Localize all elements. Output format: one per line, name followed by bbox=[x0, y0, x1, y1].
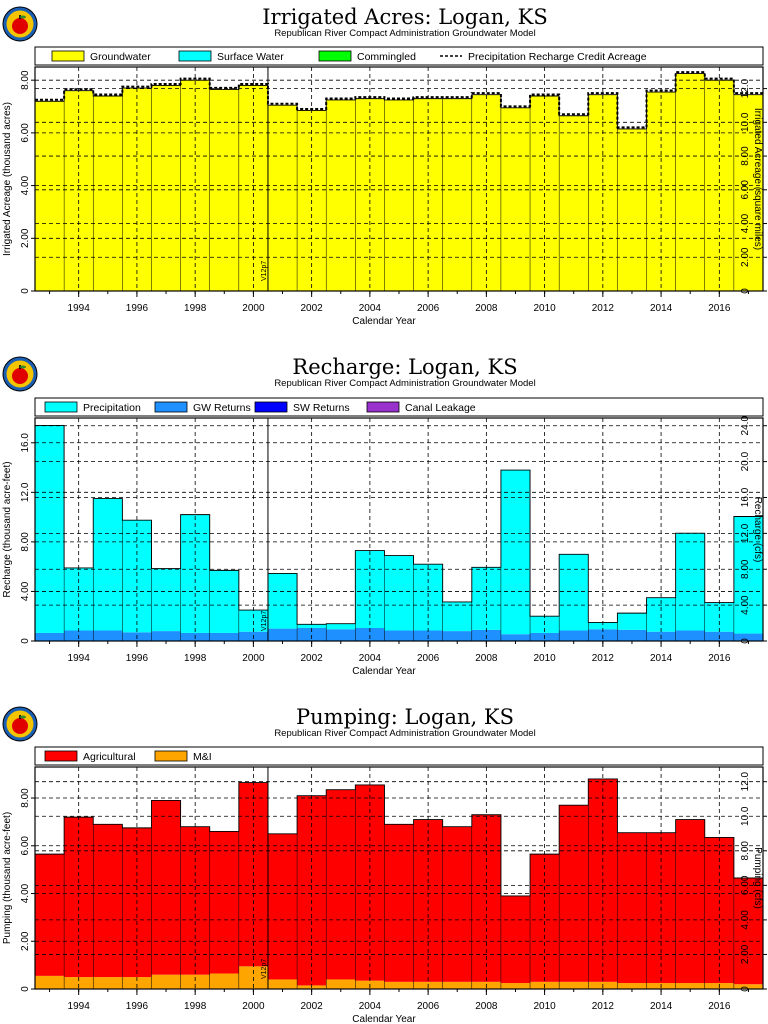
legend-label: Commingled bbox=[357, 51, 416, 63]
xtick-label: 1994 bbox=[67, 1001, 90, 1012]
ytick-label: 4.00 bbox=[20, 581, 31, 602]
bar-precipitation-2015 bbox=[676, 533, 705, 630]
xtick-label: 2006 bbox=[416, 653, 440, 664]
xtick-label: 2012 bbox=[591, 653, 614, 664]
xtick-label: 2004 bbox=[358, 653, 382, 664]
legend-label: Precipitation bbox=[83, 402, 141, 414]
xtick-label: 2002 bbox=[300, 1001, 323, 1012]
bar-groundwater-1995 bbox=[93, 96, 122, 291]
chart-subtitle: Republican River Compact Administration Groundwater Model bbox=[274, 728, 536, 739]
chart-title: Pumping: Logan, KS bbox=[296, 705, 514, 729]
ytick-right-label: 6.00 bbox=[740, 180, 751, 200]
ytick-right-label: 4.00 bbox=[740, 910, 751, 930]
bar-precipitation-2007 bbox=[443, 602, 472, 631]
ytick-label: 0 bbox=[20, 638, 31, 644]
bar-groundwater-1993 bbox=[35, 101, 64, 291]
ytick-label: 6.00 bbox=[20, 836, 31, 856]
x-axis-title: Calendar Year bbox=[352, 1014, 416, 1024]
ytick-right-label: 2.00 bbox=[740, 944, 751, 965]
xtick-label: 2008 bbox=[475, 303, 498, 314]
legend-box bbox=[35, 747, 763, 765]
xtick-label: 2006 bbox=[416, 303, 440, 314]
chart-title: Recharge: Logan, KS bbox=[292, 355, 518, 379]
x-axis-title: Calendar Year bbox=[352, 316, 416, 327]
bar-precipitation-1993 bbox=[35, 425, 64, 633]
bar-mi-2009 bbox=[501, 983, 530, 989]
xtick-label: 2004 bbox=[358, 1001, 382, 1012]
xtick-label: 1996 bbox=[125, 303, 149, 314]
ytick-label: 12.0 bbox=[20, 482, 31, 503]
bar-precipitation-1995 bbox=[93, 499, 122, 631]
ytick-label: 4.00 bbox=[20, 883, 31, 904]
ytick-label: 6.00 bbox=[20, 123, 31, 143]
bar-agricultural-2001 bbox=[268, 834, 297, 980]
bar-precipitation-2008 bbox=[472, 567, 501, 630]
bar-gw_returns-2003 bbox=[326, 629, 355, 641]
ytick-right-label: 12.0 bbox=[740, 771, 751, 792]
bar-gw_returns-2005 bbox=[384, 630, 413, 641]
xtick-label: 2010 bbox=[533, 303, 556, 314]
bar-groundwater-2005 bbox=[384, 100, 413, 291]
xtick-label: 1998 bbox=[184, 303, 207, 314]
xtick-label: 2006 bbox=[416, 1001, 440, 1012]
legend-label: Agricultural bbox=[83, 751, 136, 763]
y-axis-title: Pumping (thousand acre-feet) bbox=[2, 811, 13, 945]
ytick-right-label: 24.0 bbox=[740, 415, 751, 436]
bar-gw_returns-2001 bbox=[268, 629, 297, 641]
bar-agricultural-2003 bbox=[326, 790, 355, 980]
y-axis-title-right: Recharge (cfs) bbox=[752, 496, 763, 563]
legend-swatch bbox=[367, 402, 399, 412]
xtick-label: 2010 bbox=[533, 653, 556, 664]
bar-groundwater-2013 bbox=[617, 129, 646, 291]
xtick-label: 2016 bbox=[708, 303, 731, 314]
version-marker-label: V12p7 bbox=[260, 260, 268, 281]
bar-gw_returns-1997 bbox=[151, 631, 180, 641]
legend-label: GW Returns bbox=[193, 402, 251, 414]
legend-label: Canal Leakage bbox=[405, 402, 476, 414]
bar-precipitation-1997 bbox=[151, 569, 180, 632]
ytick-label: 8.00 bbox=[20, 70, 31, 90]
bar-precipitation-2005 bbox=[384, 556, 413, 631]
bar-agricultural-2005 bbox=[384, 824, 413, 982]
bar-precipitation-2013 bbox=[617, 613, 646, 630]
ytick-right-label: 16.0 bbox=[740, 487, 751, 508]
bar-mi-2001 bbox=[268, 979, 297, 989]
legend-swatch bbox=[319, 51, 351, 61]
ytick-label: 0 bbox=[20, 986, 31, 992]
xtick-label: 2002 bbox=[300, 303, 323, 314]
version-marker-label: V12p7 bbox=[260, 610, 268, 631]
ytick-right-label: 12.0 bbox=[740, 78, 751, 99]
x-axis-title: Calendar Year bbox=[352, 666, 416, 677]
version-marker-label: V12p7 bbox=[260, 958, 268, 979]
ytick-label: 8.00 bbox=[20, 532, 31, 552]
xtick-label: 1994 bbox=[67, 303, 90, 314]
ytick-label: 16.0 bbox=[20, 433, 31, 453]
xtick-label: 2008 bbox=[475, 653, 498, 664]
ytick-right-label: 20.0 bbox=[740, 451, 751, 472]
bar-groundwater-2003 bbox=[326, 100, 355, 291]
bar-mi-2003 bbox=[326, 979, 355, 989]
ytick-right-label: 0 bbox=[740, 288, 751, 294]
bar-groundwater-1999 bbox=[210, 89, 239, 291]
bar-mi-2007 bbox=[443, 982, 472, 989]
y-axis-title: Irrigated Acreage (thousand acres) bbox=[2, 102, 13, 256]
chart-subtitle: Republican River Compact Administration Groundwater Model bbox=[274, 28, 536, 39]
xtick-label: 2016 bbox=[708, 1001, 731, 1012]
xtick-label: 1994 bbox=[67, 653, 90, 664]
ytick-right-label: 4.00 bbox=[740, 213, 751, 234]
xtick-label: 2010 bbox=[533, 1001, 556, 1012]
bar-agricultural-2015 bbox=[676, 820, 705, 984]
bar-mi-1993 bbox=[35, 976, 64, 989]
apple-leaf-icon bbox=[20, 366, 26, 369]
y-axis-title-right: Pumping (cfs) bbox=[752, 847, 763, 909]
bar-gw_returns-1993 bbox=[35, 633, 64, 641]
bar-gw_returns-2009 bbox=[501, 634, 530, 641]
legend-label: SW Returns bbox=[293, 402, 350, 414]
bar-gw_returns-1999 bbox=[210, 633, 239, 641]
chart-title: Irrigated Acres: Logan, KS bbox=[262, 5, 548, 29]
bar-groundwater-1994 bbox=[64, 91, 93, 291]
legend-label: Precipitation Recharge Credit Acreage bbox=[468, 51, 647, 63]
legend-label: Groundwater bbox=[90, 51, 151, 63]
apple-leaf-icon bbox=[20, 716, 26, 719]
xtick-label: 2000 bbox=[242, 1001, 265, 1012]
xtick-label: 2008 bbox=[475, 1001, 498, 1012]
bar-gw_returns-1995 bbox=[93, 630, 122, 641]
bar-mi-1997 bbox=[151, 975, 180, 989]
apple-icon bbox=[12, 18, 28, 34]
bar-groundwater-2007 bbox=[443, 99, 472, 291]
chart-panel-1 bbox=[2, 5, 767, 327]
xtick-label: 2000 bbox=[242, 303, 265, 314]
bar-groundwater-2014 bbox=[647, 92, 676, 291]
bar-precipitation-1999 bbox=[210, 570, 239, 633]
ytick-label: 8.00 bbox=[20, 788, 31, 808]
xtick-label: 2014 bbox=[649, 653, 673, 664]
xtick-label: 2012 bbox=[591, 303, 614, 314]
bar-agricultural-2009 bbox=[501, 896, 530, 983]
xtick-label: 2014 bbox=[649, 303, 673, 314]
legend-swatch bbox=[45, 751, 77, 761]
ytick-right-label: 12.0 bbox=[740, 523, 751, 544]
apple-icon bbox=[12, 368, 28, 384]
legend-swatch bbox=[45, 402, 77, 412]
bar-gw_returns-2013 bbox=[617, 630, 646, 641]
bar-gw_returns-2015 bbox=[676, 630, 705, 641]
chart-panel-2 bbox=[2, 355, 767, 677]
bar-mi-2013 bbox=[617, 983, 646, 989]
bar-agricultural-1993 bbox=[35, 854, 64, 976]
ytick-right-label: 8.00 bbox=[740, 146, 751, 166]
ytick-right-label: 8.00 bbox=[740, 841, 751, 861]
bar-gw_returns-2011 bbox=[559, 630, 588, 641]
ytick-label: 2.00 bbox=[20, 228, 31, 249]
legend-swatch bbox=[155, 751, 187, 761]
legend-swatch bbox=[155, 402, 187, 412]
ytick-right-label: 0 bbox=[740, 986, 751, 992]
bar-groundwater-2009 bbox=[501, 108, 530, 291]
apple-icon bbox=[12, 718, 28, 734]
xtick-label: 2016 bbox=[708, 653, 731, 664]
bar-precipitation-2001 bbox=[268, 573, 297, 628]
ytick-right-label: 8.00 bbox=[740, 559, 751, 579]
legend-swatch bbox=[52, 51, 84, 61]
bar-groundwater-1997 bbox=[151, 85, 180, 291]
xtick-label: 2000 bbox=[242, 653, 265, 664]
xtick-label: 2002 bbox=[300, 653, 323, 664]
bar-agricultural-2007 bbox=[443, 827, 472, 982]
ytick-right-label: 2.00 bbox=[740, 247, 751, 267]
bar-groundwater-2011 bbox=[559, 116, 588, 291]
bar-groundwater-2015 bbox=[676, 74, 705, 291]
bar-mi-2005 bbox=[384, 982, 413, 989]
legend-label: M&I bbox=[193, 751, 212, 763]
ytick-right-label: 6.00 bbox=[740, 875, 751, 896]
chart-subtitle: Republican River Compact Administration Groundwater Model bbox=[274, 378, 536, 389]
xtick-label: 1996 bbox=[125, 1001, 149, 1012]
xtick-label: 2014 bbox=[649, 1001, 673, 1012]
ytick-right-label: 0 bbox=[740, 638, 751, 644]
legend-swatch bbox=[255, 402, 287, 412]
bar-precipitation-2003 bbox=[326, 624, 355, 630]
bar-agricultural-2013 bbox=[617, 833, 646, 983]
xtick-label: 1998 bbox=[184, 653, 207, 664]
ytick-right-label: 10.0 bbox=[740, 112, 751, 133]
legend-label: Surface Water bbox=[217, 51, 284, 63]
bar-agricultural-1994 bbox=[64, 817, 93, 977]
xtick-label: 1996 bbox=[125, 653, 149, 664]
bar-agricultural-1999 bbox=[210, 831, 239, 973]
chart-panel-3 bbox=[2, 705, 767, 1024]
ytick-label: 2.00 bbox=[20, 931, 31, 951]
xtick-label: 2012 bbox=[591, 1001, 614, 1012]
bar-gw_returns-2007 bbox=[443, 631, 472, 641]
bar-precipitation-2011 bbox=[559, 554, 588, 630]
bar-mi-2015 bbox=[676, 983, 705, 989]
apple-leaf-icon bbox=[20, 16, 26, 19]
bar-precipitation-2009 bbox=[501, 470, 530, 634]
legend-swatch bbox=[179, 51, 211, 61]
xtick-label: 2004 bbox=[358, 303, 382, 314]
bar-mi-1995 bbox=[93, 977, 122, 989]
ytick-right-label: 10.0 bbox=[740, 806, 751, 826]
bar-mi-1999 bbox=[210, 973, 239, 989]
bar-mi-2011 bbox=[559, 982, 588, 989]
y-axis-title: Recharge (thousand acre-feet) bbox=[2, 461, 13, 598]
bar-agricultural-1997 bbox=[151, 800, 180, 974]
xtick-label: 1998 bbox=[184, 1001, 207, 1012]
y-axis-title-right: Irrigated Acreage (square miles) bbox=[752, 107, 763, 251]
ytick-label: 4.00 bbox=[20, 175, 31, 196]
ytick-label: 0 bbox=[20, 288, 31, 294]
ytick-right-label: 4.00 bbox=[740, 595, 751, 615]
